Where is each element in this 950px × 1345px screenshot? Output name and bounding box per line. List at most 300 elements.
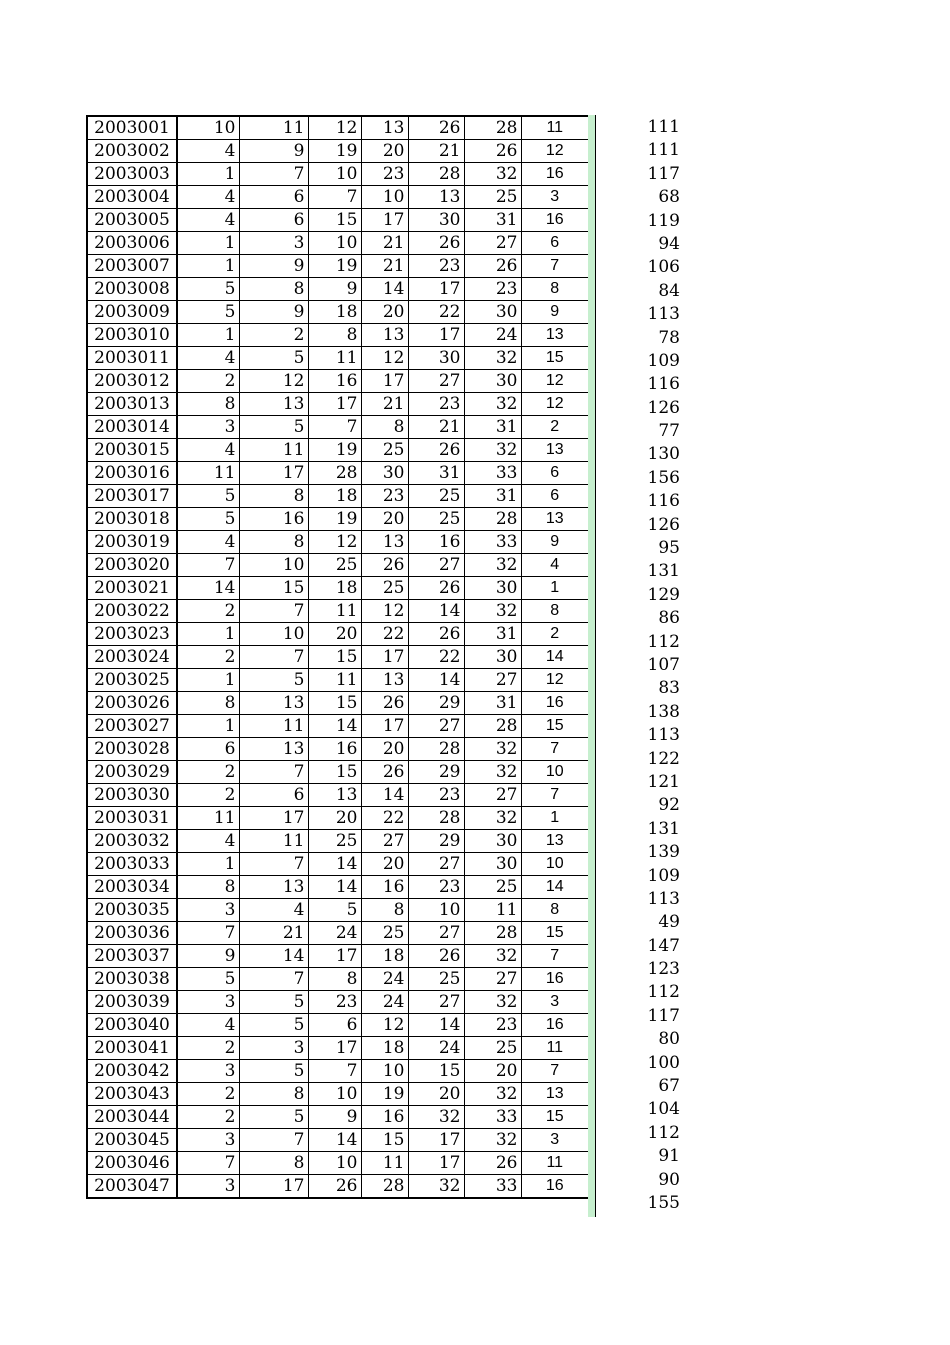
draw-id-cell[interactable]: 2003023 <box>87 623 177 646</box>
red-ball-cell[interactable]: 8 <box>308 324 361 347</box>
blue-ball-cell[interactable]: 12 <box>521 393 589 416</box>
red-ball-cell[interactable]: 33 <box>464 462 521 485</box>
red-ball-cell[interactable]: 26 <box>464 1152 521 1175</box>
red-ball-cell[interactable]: 24 <box>308 922 361 945</box>
blue-ball-cell[interactable]: 2 <box>521 623 589 646</box>
red-ball-cell[interactable]: 13 <box>361 531 408 554</box>
red-ball-cell[interactable]: 17 <box>408 278 464 301</box>
red-ball-cell[interactable]: 29 <box>408 692 464 715</box>
red-ball-cell[interactable]: 29 <box>408 761 464 784</box>
blue-ball-cell[interactable]: 12 <box>521 669 589 692</box>
red-ball-cell[interactable]: 25 <box>464 186 521 209</box>
red-ball-cell[interactable]: 29 <box>408 830 464 853</box>
red-ball-cell[interactable]: 31 <box>464 623 521 646</box>
red-ball-cell[interactable]: 8 <box>239 1083 308 1106</box>
red-ball-cell[interactable]: 28 <box>408 738 464 761</box>
red-ball-cell[interactable]: 18 <box>361 945 408 968</box>
red-ball-cell[interactable]: 15 <box>308 209 361 232</box>
red-ball-cell[interactable]: 2 <box>177 1106 239 1129</box>
red-ball-cell[interactable]: 13 <box>361 669 408 692</box>
red-ball-cell[interactable]: 26 <box>408 945 464 968</box>
red-ball-cell[interactable]: 16 <box>361 876 408 899</box>
red-ball-cell[interactable]: 8 <box>239 278 308 301</box>
draw-id-cell[interactable]: 2003047 <box>87 1175 177 1199</box>
red-ball-cell[interactable]: 25 <box>408 508 464 531</box>
blue-ball-cell[interactable]: 13 <box>521 324 589 347</box>
red-ball-cell[interactable]: 8 <box>361 899 408 922</box>
sum-cell[interactable]: 77 <box>658 421 680 442</box>
sum-cell[interactable]: 126 <box>647 514 680 535</box>
draw-id-cell[interactable]: 2003033 <box>87 853 177 876</box>
sum-cell[interactable]: 78 <box>658 327 680 348</box>
sum-cell[interactable]: 100 <box>647 1052 680 1073</box>
blue-ball-cell[interactable]: 6 <box>521 232 589 255</box>
red-ball-cell[interactable]: 28 <box>361 1175 408 1199</box>
red-ball-cell[interactable]: 31 <box>408 462 464 485</box>
blue-ball-cell[interactable]: 3 <box>521 991 589 1014</box>
red-ball-cell[interactable]: 26 <box>464 140 521 163</box>
red-ball-cell[interactable]: 31 <box>464 485 521 508</box>
red-ball-cell[interactable]: 14 <box>308 1129 361 1152</box>
blue-ball-cell[interactable]: 7 <box>521 784 589 807</box>
red-ball-cell[interactable]: 31 <box>464 209 521 232</box>
red-ball-cell[interactable]: 25 <box>361 439 408 462</box>
red-ball-cell[interactable]: 14 <box>408 1014 464 1037</box>
red-ball-cell[interactable]: 28 <box>464 922 521 945</box>
red-ball-cell[interactable]: 9 <box>308 278 361 301</box>
sum-cell[interactable]: 112 <box>647 631 680 652</box>
red-ball-cell[interactable]: 26 <box>408 623 464 646</box>
red-ball-cell[interactable]: 3 <box>239 232 308 255</box>
blue-ball-cell[interactable]: 16 <box>521 692 589 715</box>
red-ball-cell[interactable]: 10 <box>361 186 408 209</box>
sum-cell[interactable]: 112 <box>647 982 680 1003</box>
red-ball-cell[interactable]: 32 <box>408 1175 464 1199</box>
red-ball-cell[interactable]: 23 <box>361 163 408 186</box>
blue-ball-cell[interactable]: 8 <box>521 899 589 922</box>
sum-cell[interactable]: 91 <box>658 1146 680 1167</box>
red-ball-cell[interactable]: 27 <box>464 784 521 807</box>
draw-id-cell[interactable]: 2003003 <box>87 163 177 186</box>
draw-id-cell[interactable]: 2003036 <box>87 922 177 945</box>
blue-ball-cell[interactable]: 16 <box>521 163 589 186</box>
draw-id-cell[interactable]: 2003021 <box>87 577 177 600</box>
red-ball-cell[interactable]: 8 <box>239 531 308 554</box>
red-ball-cell[interactable]: 11 <box>239 830 308 853</box>
red-ball-cell[interactable]: 23 <box>464 1014 521 1037</box>
red-ball-cell[interactable]: 33 <box>464 1106 521 1129</box>
sum-cell[interactable]: 80 <box>658 1029 680 1050</box>
blue-ball-cell[interactable]: 8 <box>521 278 589 301</box>
red-ball-cell[interactable]: 32 <box>464 393 521 416</box>
draw-id-cell[interactable]: 2003011 <box>87 347 177 370</box>
blue-ball-cell[interactable]: 7 <box>521 738 589 761</box>
blue-ball-cell[interactable]: 15 <box>521 715 589 738</box>
sum-cell[interactable]: 155 <box>647 1192 680 1213</box>
blue-ball-cell[interactable]: 1 <box>521 807 589 830</box>
draw-id-cell[interactable]: 2003005 <box>87 209 177 232</box>
red-ball-cell[interactable]: 25 <box>308 830 361 853</box>
red-ball-cell[interactable]: 18 <box>308 301 361 324</box>
red-ball-cell[interactable]: 14 <box>408 669 464 692</box>
red-ball-cell[interactable]: 32 <box>464 945 521 968</box>
red-ball-cell[interactable]: 3 <box>177 1129 239 1152</box>
red-ball-cell[interactable]: 6 <box>239 784 308 807</box>
red-ball-cell[interactable]: 6 <box>177 738 239 761</box>
blue-ball-cell[interactable]: 10 <box>521 761 589 784</box>
red-ball-cell[interactable]: 30 <box>464 646 521 669</box>
red-ball-cell[interactable]: 11 <box>361 1152 408 1175</box>
draw-id-cell[interactable]: 2003014 <box>87 416 177 439</box>
red-ball-cell[interactable]: 7 <box>239 600 308 623</box>
red-ball-cell[interactable]: 19 <box>308 255 361 278</box>
sum-cell[interactable]: 122 <box>647 748 680 769</box>
red-ball-cell[interactable]: 14 <box>308 715 361 738</box>
sum-cell[interactable]: 116 <box>647 374 680 395</box>
blue-ball-cell[interactable]: 12 <box>521 370 589 393</box>
red-ball-cell[interactable]: 12 <box>361 347 408 370</box>
red-ball-cell[interactable]: 4 <box>177 186 239 209</box>
red-ball-cell[interactable]: 23 <box>408 255 464 278</box>
red-ball-cell[interactable]: 32 <box>464 347 521 370</box>
red-ball-cell[interactable]: 24 <box>408 1037 464 1060</box>
red-ball-cell[interactable]: 7 <box>239 761 308 784</box>
draw-id-cell[interactable]: 2003009 <box>87 301 177 324</box>
sum-cell[interactable]: 67 <box>658 1076 680 1097</box>
red-ball-cell[interactable]: 13 <box>361 324 408 347</box>
sum-cell[interactable]: 83 <box>658 678 680 699</box>
draw-id-cell[interactable]: 2003046 <box>87 1152 177 1175</box>
red-ball-cell[interactable]: 1 <box>177 669 239 692</box>
draw-id-cell[interactable]: 2003032 <box>87 830 177 853</box>
draw-id-cell[interactable]: 2003002 <box>87 140 177 163</box>
sum-cell[interactable]: 84 <box>658 280 680 301</box>
sum-cell[interactable]: 126 <box>647 397 680 418</box>
red-ball-cell[interactable]: 9 <box>239 140 308 163</box>
blue-ball-cell[interactable]: 6 <box>521 485 589 508</box>
red-ball-cell[interactable]: 20 <box>361 508 408 531</box>
red-ball-cell[interactable]: 8 <box>177 393 239 416</box>
sum-cell[interactable]: 109 <box>647 865 680 886</box>
red-ball-cell[interactable]: 17 <box>308 393 361 416</box>
draw-id-cell[interactable]: 2003025 <box>87 669 177 692</box>
red-ball-cell[interactable]: 14 <box>308 876 361 899</box>
red-ball-cell[interactable]: 20 <box>308 807 361 830</box>
red-ball-cell[interactable]: 19 <box>361 1083 408 1106</box>
red-ball-cell[interactable]: 30 <box>464 853 521 876</box>
red-ball-cell[interactable]: 25 <box>464 1037 521 1060</box>
sum-cell[interactable]: 68 <box>658 187 680 208</box>
red-ball-cell[interactable]: 26 <box>408 232 464 255</box>
red-ball-cell[interactable]: 7 <box>177 1152 239 1175</box>
red-ball-cell[interactable]: 10 <box>177 116 239 140</box>
red-ball-cell[interactable]: 13 <box>239 738 308 761</box>
sum-cell[interactable]: 107 <box>647 654 680 675</box>
draw-id-cell[interactable]: 2003041 <box>87 1037 177 1060</box>
red-ball-cell[interactable]: 3 <box>177 1175 239 1199</box>
red-ball-cell[interactable]: 14 <box>361 278 408 301</box>
red-ball-cell[interactable]: 8 <box>177 876 239 899</box>
red-ball-cell[interactable]: 30 <box>464 301 521 324</box>
red-ball-cell[interactable]: 11 <box>464 899 521 922</box>
blue-ball-cell[interactable]: 7 <box>521 1060 589 1083</box>
red-ball-cell[interactable]: 18 <box>308 577 361 600</box>
red-ball-cell[interactable]: 17 <box>408 324 464 347</box>
sum-cell[interactable]: 121 <box>647 771 680 792</box>
red-ball-cell[interactable]: 2 <box>239 324 308 347</box>
sum-cell[interactable]: 116 <box>647 491 680 512</box>
red-ball-cell[interactable]: 18 <box>308 485 361 508</box>
red-ball-cell[interactable]: 32 <box>464 807 521 830</box>
sum-cell[interactable]: 106 <box>647 257 680 278</box>
red-ball-cell[interactable]: 4 <box>177 140 239 163</box>
draw-id-cell[interactable]: 2003037 <box>87 945 177 968</box>
draw-id-cell[interactable]: 2003038 <box>87 968 177 991</box>
red-ball-cell[interactable]: 17 <box>361 370 408 393</box>
red-ball-cell[interactable]: 12 <box>361 1014 408 1037</box>
red-ball-cell[interactable]: 22 <box>408 301 464 324</box>
red-ball-cell[interactable]: 8 <box>308 968 361 991</box>
red-ball-cell[interactable]: 5 <box>308 899 361 922</box>
blue-ball-cell[interactable]: 15 <box>521 1106 589 1129</box>
draw-id-cell[interactable]: 2003010 <box>87 324 177 347</box>
red-ball-cell[interactable]: 26 <box>408 439 464 462</box>
red-ball-cell[interactable]: 27 <box>408 370 464 393</box>
red-ball-cell[interactable]: 21 <box>361 393 408 416</box>
red-ball-cell[interactable]: 4 <box>177 347 239 370</box>
draw-id-cell[interactable]: 2003042 <box>87 1060 177 1083</box>
red-ball-cell[interactable]: 22 <box>408 646 464 669</box>
draw-id-cell[interactable]: 2003035 <box>87 899 177 922</box>
red-ball-cell[interactable]: 2 <box>177 646 239 669</box>
draw-id-cell[interactable]: 2003001 <box>87 116 177 140</box>
red-ball-cell[interactable]: 3 <box>177 899 239 922</box>
red-ball-cell[interactable]: 10 <box>308 1152 361 1175</box>
red-ball-cell[interactable]: 4 <box>239 899 308 922</box>
blue-ball-cell[interactable]: 9 <box>521 531 589 554</box>
red-ball-cell[interactable]: 19 <box>308 140 361 163</box>
draw-id-cell[interactable]: 2003004 <box>87 186 177 209</box>
blue-ball-cell[interactable]: 3 <box>521 1129 589 1152</box>
red-ball-cell[interactable]: 20 <box>361 140 408 163</box>
red-ball-cell[interactable]: 28 <box>464 715 521 738</box>
red-ball-cell[interactable]: 6 <box>239 209 308 232</box>
red-ball-cell[interactable]: 11 <box>239 116 308 140</box>
blue-ball-cell[interactable]: 12 <box>521 140 589 163</box>
red-ball-cell[interactable]: 27 <box>464 968 521 991</box>
draw-id-cell[interactable]: 2003013 <box>87 393 177 416</box>
red-ball-cell[interactable]: 23 <box>464 278 521 301</box>
blue-ball-cell[interactable]: 9 <box>521 301 589 324</box>
red-ball-cell[interactable]: 10 <box>308 232 361 255</box>
sum-cell[interactable]: 129 <box>647 584 680 605</box>
red-ball-cell[interactable]: 25 <box>464 876 521 899</box>
blue-ball-cell[interactable]: 14 <box>521 646 589 669</box>
red-ball-cell[interactable]: 17 <box>308 1037 361 1060</box>
red-ball-cell[interactable]: 32 <box>464 738 521 761</box>
red-ball-cell[interactable]: 28 <box>464 116 521 140</box>
red-ball-cell[interactable]: 19 <box>308 439 361 462</box>
draw-id-cell[interactable]: 2003017 <box>87 485 177 508</box>
blue-ball-cell[interactable]: 8 <box>521 600 589 623</box>
red-ball-cell[interactable]: 25 <box>361 577 408 600</box>
red-ball-cell[interactable]: 23 <box>408 784 464 807</box>
red-ball-cell[interactable]: 1 <box>177 163 239 186</box>
red-ball-cell[interactable]: 14 <box>308 853 361 876</box>
red-ball-cell[interactable]: 6 <box>239 186 308 209</box>
sum-cell[interactable]: 95 <box>658 538 680 559</box>
red-ball-cell[interactable]: 32 <box>464 600 521 623</box>
red-ball-cell[interactable]: 19 <box>308 508 361 531</box>
red-ball-cell[interactable]: 24 <box>361 968 408 991</box>
red-ball-cell[interactable]: 20 <box>361 738 408 761</box>
sum-cell[interactable]: 113 <box>647 725 680 746</box>
red-ball-cell[interactable]: 14 <box>239 945 308 968</box>
blue-ball-cell[interactable]: 13 <box>521 830 589 853</box>
draw-id-cell[interactable]: 2003008 <box>87 278 177 301</box>
red-ball-cell[interactable]: 1 <box>177 232 239 255</box>
blue-ball-cell[interactable]: 2 <box>521 416 589 439</box>
sum-cell[interactable]: 112 <box>647 1122 680 1143</box>
red-ball-cell[interactable]: 5 <box>177 301 239 324</box>
red-ball-cell[interactable]: 32 <box>464 554 521 577</box>
red-ball-cell[interactable]: 5 <box>239 416 308 439</box>
red-ball-cell[interactable]: 8 <box>239 1152 308 1175</box>
red-ball-cell[interactable]: 11 <box>239 439 308 462</box>
blue-ball-cell[interactable]: 13 <box>521 508 589 531</box>
red-ball-cell[interactable]: 26 <box>361 692 408 715</box>
red-ball-cell[interactable]: 27 <box>464 232 521 255</box>
red-ball-cell[interactable]: 1 <box>177 324 239 347</box>
red-ball-cell[interactable]: 25 <box>361 922 408 945</box>
red-ball-cell[interactable]: 30 <box>361 462 408 485</box>
red-ball-cell[interactable]: 20 <box>464 1060 521 1083</box>
red-ball-cell[interactable]: 31 <box>464 692 521 715</box>
red-ball-cell[interactable]: 20 <box>408 1083 464 1106</box>
red-ball-cell[interactable]: 8 <box>239 485 308 508</box>
blue-ball-cell[interactable]: 6 <box>521 462 589 485</box>
sum-cell[interactable]: 156 <box>647 467 680 488</box>
red-ball-cell[interactable]: 7 <box>239 968 308 991</box>
red-ball-cell[interactable]: 23 <box>361 485 408 508</box>
sum-cell[interactable]: 104 <box>647 1099 680 1120</box>
red-ball-cell[interactable]: 15 <box>408 1060 464 1083</box>
draw-id-cell[interactable]: 2003012 <box>87 370 177 393</box>
draw-id-cell[interactable]: 2003030 <box>87 784 177 807</box>
blue-ball-cell[interactable]: 15 <box>521 922 589 945</box>
red-ball-cell[interactable]: 4 <box>177 531 239 554</box>
red-ball-cell[interactable]: 7 <box>177 922 239 945</box>
red-ball-cell[interactable]: 28 <box>408 807 464 830</box>
red-ball-cell[interactable]: 16 <box>361 1106 408 1129</box>
red-ball-cell[interactable]: 2 <box>177 1083 239 1106</box>
red-ball-cell[interactable]: 5 <box>239 669 308 692</box>
red-ball-cell[interactable]: 5 <box>177 485 239 508</box>
red-ball-cell[interactable]: 14 <box>408 600 464 623</box>
red-ball-cell[interactable]: 14 <box>361 784 408 807</box>
red-ball-cell[interactable]: 32 <box>464 163 521 186</box>
red-ball-cell[interactable]: 20 <box>308 623 361 646</box>
red-ball-cell[interactable]: 25 <box>308 554 361 577</box>
sum-cell[interactable]: 109 <box>647 350 680 371</box>
red-ball-cell[interactable]: 5 <box>239 1106 308 1129</box>
blue-ball-cell[interactable]: 15 <box>521 347 589 370</box>
red-ball-cell[interactable]: 10 <box>408 899 464 922</box>
red-ball-cell[interactable]: 5 <box>177 278 239 301</box>
red-ball-cell[interactable]: 10 <box>308 163 361 186</box>
red-ball-cell[interactable]: 11 <box>177 807 239 830</box>
red-ball-cell[interactable]: 32 <box>464 1129 521 1152</box>
red-ball-cell[interactable]: 27 <box>464 669 521 692</box>
red-ball-cell[interactable]: 2 <box>177 784 239 807</box>
sum-cell[interactable]: 86 <box>658 608 680 629</box>
red-ball-cell[interactable]: 12 <box>361 600 408 623</box>
red-ball-cell[interactable]: 13 <box>239 692 308 715</box>
red-ball-cell[interactable]: 30 <box>464 830 521 853</box>
red-ball-cell[interactable]: 17 <box>308 945 361 968</box>
red-ball-cell[interactable]: 7 <box>308 416 361 439</box>
sum-cell[interactable]: 113 <box>647 304 680 325</box>
red-ball-cell[interactable]: 11 <box>308 669 361 692</box>
red-ball-cell[interactable]: 4 <box>177 209 239 232</box>
red-ball-cell[interactable]: 14 <box>177 577 239 600</box>
red-ball-cell[interactable]: 16 <box>239 508 308 531</box>
blue-ball-cell[interactable]: 11 <box>521 1152 589 1175</box>
draw-id-cell[interactable]: 2003026 <box>87 692 177 715</box>
red-ball-cell[interactable]: 30 <box>408 347 464 370</box>
red-ball-cell[interactable]: 9 <box>177 945 239 968</box>
red-ball-cell[interactable]: 11 <box>239 715 308 738</box>
red-ball-cell[interactable]: 3 <box>177 416 239 439</box>
blue-ball-cell[interactable]: 7 <box>521 255 589 278</box>
red-ball-cell[interactable]: 28 <box>408 163 464 186</box>
red-ball-cell[interactable]: 7 <box>239 1129 308 1152</box>
sum-cell[interactable]: 138 <box>647 701 680 722</box>
red-ball-cell[interactable]: 4 <box>177 439 239 462</box>
sum-cell[interactable]: 139 <box>647 842 680 863</box>
draw-id-cell[interactable]: 2003018 <box>87 508 177 531</box>
draw-id-cell[interactable]: 2003019 <box>87 531 177 554</box>
red-ball-cell[interactable]: 5 <box>177 508 239 531</box>
red-ball-cell[interactable]: 32 <box>464 439 521 462</box>
red-ball-cell[interactable]: 13 <box>239 393 308 416</box>
red-ball-cell[interactable]: 23 <box>308 991 361 1014</box>
red-ball-cell[interactable]: 21 <box>408 416 464 439</box>
red-ball-cell[interactable]: 10 <box>239 554 308 577</box>
red-ball-cell[interactable]: 11 <box>308 600 361 623</box>
blue-ball-cell[interactable]: 7 <box>521 945 589 968</box>
blue-ball-cell[interactable]: 1 <box>521 577 589 600</box>
sum-cell[interactable]: 131 <box>647 818 680 839</box>
red-ball-cell[interactable]: 9 <box>239 255 308 278</box>
sum-cell[interactable]: 111 <box>647 140 680 161</box>
red-ball-cell[interactable]: 28 <box>464 508 521 531</box>
red-ball-cell[interactable]: 1 <box>177 623 239 646</box>
draw-id-cell[interactable]: 2003020 <box>87 554 177 577</box>
red-ball-cell[interactable]: 24 <box>464 324 521 347</box>
red-ball-cell[interactable]: 27 <box>361 830 408 853</box>
red-ball-cell[interactable]: 10 <box>308 1083 361 1106</box>
draw-id-cell[interactable]: 2003027 <box>87 715 177 738</box>
red-ball-cell[interactable]: 15 <box>308 761 361 784</box>
red-ball-cell[interactable]: 11 <box>308 347 361 370</box>
red-ball-cell[interactable]: 21 <box>408 140 464 163</box>
red-ball-cell[interactable]: 17 <box>361 209 408 232</box>
red-ball-cell[interactable]: 7 <box>308 186 361 209</box>
red-ball-cell[interactable]: 21 <box>239 922 308 945</box>
blue-ball-cell[interactable]: 11 <box>521 116 589 140</box>
red-ball-cell[interactable]: 27 <box>408 554 464 577</box>
